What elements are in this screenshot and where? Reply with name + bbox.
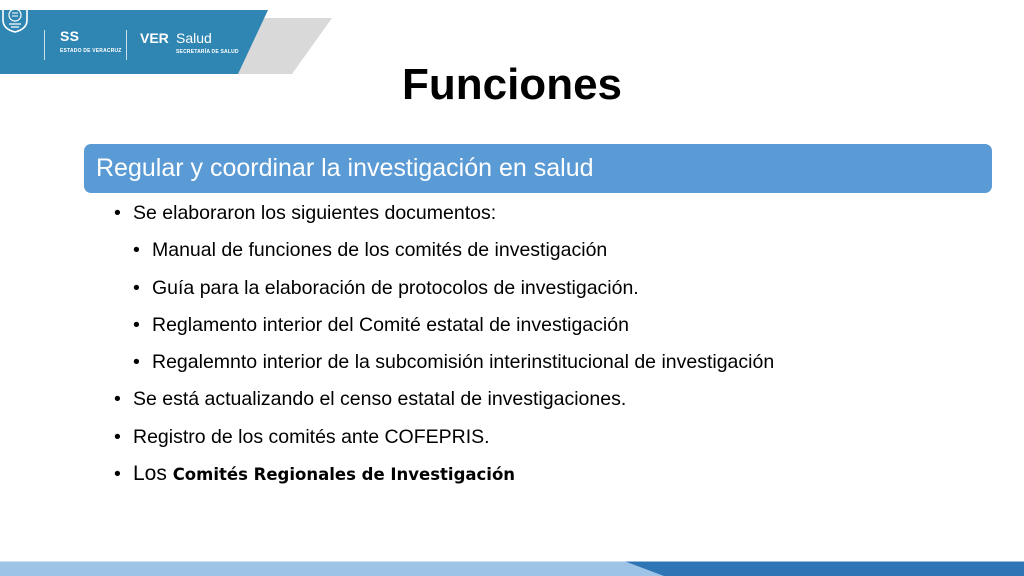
sub-bullet-item xyxy=(133,313,629,337)
bullet-text: Guía para la elaboración de protocolos de investigación. xyxy=(152,277,639,299)
swoosh-icon xyxy=(0,0,26,6)
bullet-item xyxy=(114,462,515,487)
slide-title: Funciones xyxy=(401,60,623,109)
bullet-text: Registro de los comités ante COFEPRIS. xyxy=(133,426,490,448)
bullet-text: Los xyxy=(133,462,173,485)
bullet-icon: • xyxy=(133,351,140,373)
bullet-text: Manual de funciones de los comités de investigación xyxy=(152,239,608,261)
ss-logo-subtitle: ESTADO DE VERACRUZ xyxy=(60,48,122,54)
bullet-text: Se está actualizando el censo estatal de investigaciones. xyxy=(133,388,627,410)
bullet-icon: • xyxy=(133,239,140,261)
sub-bullet-item xyxy=(133,276,639,300)
bullet-icon: • xyxy=(114,463,121,485)
bullet-text: Se elaboraron los siguientes documentos: xyxy=(133,202,497,224)
salud-logo-text: Salud xyxy=(176,30,212,46)
sub-bullet-item xyxy=(133,350,774,374)
bullet-text-bold: Comités Regionales de Investigación xyxy=(172,465,516,484)
bullet-item xyxy=(114,201,496,225)
bullet-text: Regalemnto interior de la subcomisión interinstitucional de investigación xyxy=(152,351,775,373)
logo-divider xyxy=(126,30,127,60)
logo-divider xyxy=(44,30,45,60)
bullet-icon: • xyxy=(114,388,121,410)
ver-logo-text: VER xyxy=(140,30,169,46)
salud-logo-subtitle: SECRETARÍA DE SALUD xyxy=(176,49,239,55)
bullet-icon: • xyxy=(114,202,121,224)
bullet-text: Reglamento interior del Comité estatal de investigación xyxy=(152,314,629,336)
bullet-icon: • xyxy=(133,277,140,299)
section-header-text: Regular y coordinar la investigación en salud xyxy=(96,154,594,182)
bullet-icon: • xyxy=(133,314,140,336)
footer-stripe xyxy=(0,558,1024,576)
section-header-bar xyxy=(84,144,992,193)
ss-logo-text: SS xyxy=(60,28,80,44)
bullet-item xyxy=(114,425,490,449)
bullet-icon: • xyxy=(114,426,121,448)
sub-bullet-item xyxy=(133,238,607,262)
bullet-item xyxy=(114,387,626,411)
